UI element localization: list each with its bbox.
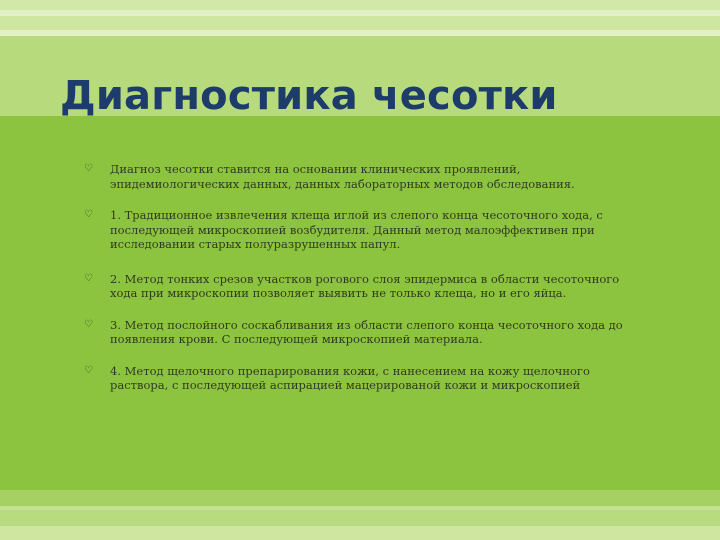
- bullet-list: [84, 162, 644, 393]
- slide-title: Диагностика чесотки: [60, 73, 558, 119]
- bullet-icon: ♡: [84, 209, 93, 220]
- list-item: [84, 364, 644, 393]
- list-item: [84, 208, 644, 252]
- list-item: [84, 272, 644, 301]
- bullet-icon: ♡: [84, 364, 93, 376]
- list-item-text: 4. Метод щелочного препарирования кожи, с нанесением на кожу щелочного раствора, с последующей аспирацией мацерированой кожи и микроскопией: [110, 363, 590, 392]
- bullet-icon: ♡: [84, 163, 93, 174]
- list-item-text: 1. Традиционное извлечения клеща иглой из слепого конца чесоточного хода, с последующей микроскопией возбудителя. Данный метод малоэффективен при исследовании старых полуразрушенных папул.: [110, 208, 603, 251]
- top-stripe-3: [0, 16, 720, 30]
- bullet-icon: ♡: [84, 272, 93, 284]
- list-item-text: 3. Метод послойного соскабливания из области слепого конца чесоточного хода до появления крови. С последующей микроскопией материала.: [110, 317, 623, 346]
- top-stripe-1: [0, 0, 720, 10]
- list-item-text: Диагноз чесотки ставится на основании клинических проявлений, эпидемиологических данных, данных лабораторных методов обследования.: [110, 162, 575, 191]
- bullet-icon: ♡: [84, 318, 93, 330]
- bottom-stripe-1: [0, 490, 720, 506]
- list-item-text: 2. Метод тонких срезов участков рогового слоя эпидермиса в области чесоточного хода при микроскопии позволяет выявить не только клеща, но и его яйца.: [110, 271, 620, 300]
- bottom-stripe-3: [0, 510, 720, 526]
- bottom-stripe-4: [0, 526, 720, 540]
- list-item: [84, 162, 644, 191]
- list-item: [84, 318, 644, 347]
